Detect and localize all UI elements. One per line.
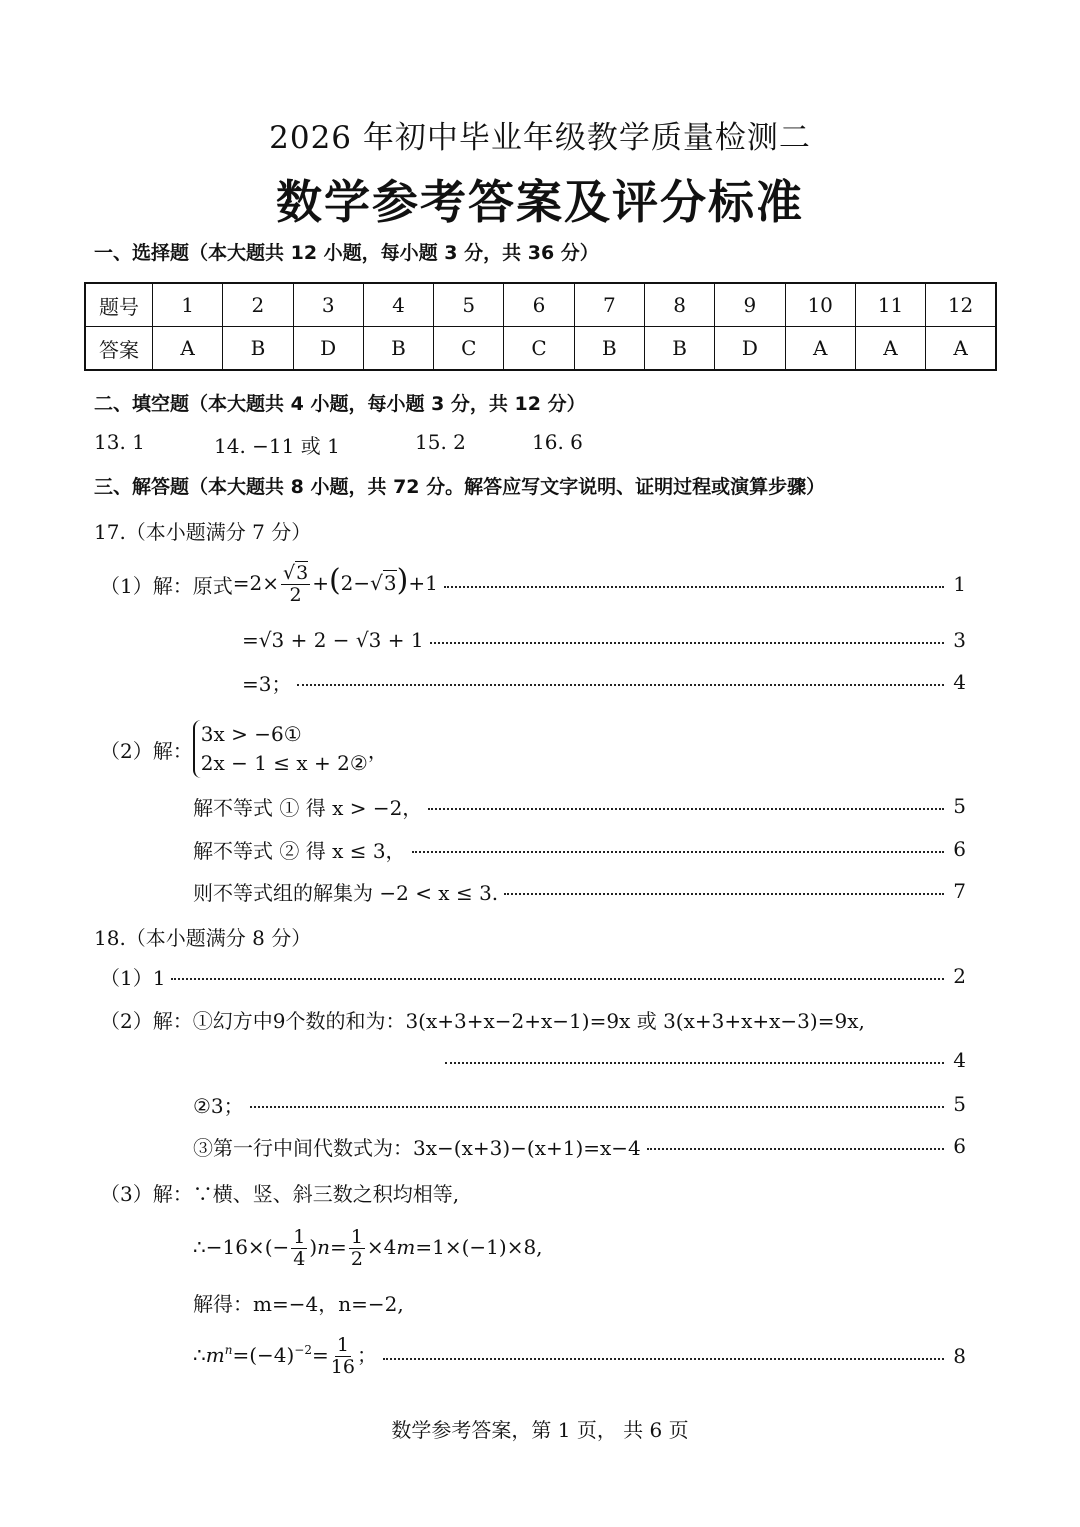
leader-dots: [383, 1358, 944, 1360]
score-point: 5: [953, 1092, 966, 1116]
document-title: 数学参考答案及评分标准: [276, 175, 804, 229]
q18-p2-dots1: [445, 1046, 966, 1074]
table-cell: 12: [926, 283, 996, 327]
score-point: 6: [953, 1134, 966, 1158]
section-2-heading: 二、填空题（本大题共 4 小题，每小题 3 分，共 12 分）: [94, 393, 586, 415]
math-expression: =2× $\frac{√3}{2}$ +(2−√3)+1: [232, 561, 438, 606]
leader-dots: [428, 808, 944, 810]
math-expression: =3；: [242, 671, 292, 696]
score-point: 3: [953, 628, 966, 652]
table-cell: 5: [434, 283, 504, 327]
table-cell: 7: [574, 283, 644, 327]
fill-answer-15: 15. 2: [415, 430, 466, 454]
q18-p2-line3: [193, 1132, 966, 1160]
q17-p2-system: （2）解： 3x > −6① 2x − 1 ≤ x + 2② ，: [100, 716, 388, 782]
table-row: [85, 327, 996, 371]
solution-step: 解不等式 ② 得 x ≤ 3，: [193, 838, 406, 863]
exam-title: 2026 年初中毕业年级教学质量检测二: [269, 120, 811, 156]
q18-p2-label: （2）解：: [100, 1008, 193, 1033]
q18-p3-label: （3）解：: [100, 1181, 193, 1206]
leader-dots: [445, 1062, 944, 1064]
section-3-heading: 三、解答题（本大题共 8 小题，共 72 分。解答应写文字说明、证明过程或演算步骤）: [94, 476, 826, 498]
table-cell: D: [715, 327, 785, 371]
q18-p2-line2: [193, 1090, 966, 1118]
page-footer: 数学参考答案，第 1 页， 共 6 页: [391, 1418, 689, 1442]
table-cell: B: [223, 327, 293, 371]
choice-answer-table: [84, 282, 997, 371]
q17-p1-label: （1）解：原式: [100, 573, 233, 598]
table-cell: 3: [293, 283, 363, 327]
table-row: [85, 283, 996, 327]
q18-p3-line4: [193, 1328, 966, 1384]
score-point: 7: [953, 879, 966, 903]
answer-text: （1）1: [100, 965, 166, 990]
q18-p1-line: [100, 962, 966, 990]
math-expression: $\therefore m^n=(-4)^{-2}=$ $\frac{1}{16}$ ；: [193, 1333, 377, 1378]
q17-p2-line2: [193, 835, 966, 863]
table-cell: D: [293, 327, 363, 371]
leader-dots: [504, 893, 944, 895]
q18-title: 18.（本小题满分 8 分）: [94, 926, 312, 950]
q17-title: 17.（本小题满分 7 分）: [94, 520, 312, 544]
math-expression: =√3 + 2 − √3 + 1: [242, 628, 424, 652]
leader-dots: [171, 978, 944, 980]
solution-step: ③第一行中间代数式为：3x−(x+3)−(x+1)=x−4: [193, 1135, 641, 1160]
inequality-system: [193, 720, 368, 778]
q17-p2-label: （2）解：: [100, 738, 193, 763]
table-cell: A: [926, 327, 996, 371]
leader-dots: [250, 1106, 944, 1108]
table-header-cell: 答案: [85, 327, 153, 371]
solution-step: ①幻方中9个数的和为：3(x+3+x−2+x−1)=9x 或 3(x+3+x+x−3)=9x,: [192, 1008, 865, 1033]
q17-p1-line3: [242, 668, 966, 696]
q18-p3-line2: [193, 1220, 543, 1276]
table-cell: A: [153, 327, 223, 371]
score-point: 6: [953, 837, 966, 861]
table-cell: B: [363, 327, 433, 371]
fill-answer-13: 13. 1: [94, 430, 145, 454]
solution-step: 解得：m=−4，n=−2,: [193, 1291, 404, 1316]
leader-dots: [297, 684, 944, 686]
table-cell: 10: [785, 283, 855, 327]
solution-step: ②3；: [193, 1093, 244, 1118]
q17-p1-line2: [242, 626, 966, 654]
table-cell: 11: [855, 283, 925, 327]
score-point: 5: [953, 794, 966, 818]
fraction: $\frac{1}{16}$: [330, 1333, 355, 1378]
solution-step: ∵横、竖、斜三数之积均相等,: [192, 1181, 460, 1206]
solution-step: 则不等式组的解集为 −2 < x ≤ 3.: [193, 880, 499, 905]
leader-dots: [412, 851, 944, 853]
q17-p2-line1: [193, 792, 966, 820]
q18-p3-line3: [193, 1288, 404, 1316]
table-cell: A: [855, 327, 925, 371]
q18-p2-line1: [100, 1005, 865, 1033]
table-cell: 1: [153, 283, 223, 327]
q17-p1-line1: [100, 556, 966, 612]
fraction: $\frac{√3}{2}$: [282, 561, 309, 606]
leader-dots: [647, 1148, 944, 1150]
score-point: 2: [953, 964, 966, 988]
fraction: $\frac{1}{2}$: [350, 1225, 363, 1270]
solution-step: 解不等式 ① 得 x > −2，: [193, 795, 423, 820]
table-cell: 9: [715, 283, 785, 327]
math-expression: ∴−16×(− $\frac{1}{4}$ )n= $\frac{1}{2}$ ×4m=1×(−1)×8,: [193, 1225, 543, 1270]
fraction: $\frac{1}{4}$: [293, 1225, 306, 1270]
q17-p2-line3: [193, 877, 966, 905]
inequality-2: 2x − 1 ≤ x + 2②: [200, 751, 368, 775]
table-cell: 2: [223, 283, 293, 327]
table-cell: 4: [363, 283, 433, 327]
section-1-heading: 一、选择题（本大题共 12 小题，每小题 3 分，共 36 分）: [94, 242, 599, 264]
table-cell: B: [574, 327, 644, 371]
fill-answer-16: 16. 6: [532, 430, 583, 454]
score-point: 1: [953, 572, 966, 596]
fill-answer-14: 14. −11 或 1: [214, 434, 340, 458]
table-cell: 8: [644, 283, 714, 327]
inequality-1: 3x > −6①: [200, 722, 302, 746]
score-point: 4: [953, 1048, 966, 1072]
leader-dots: [444, 586, 944, 588]
table-cell: B: [644, 327, 714, 371]
score-point: 8: [953, 1344, 966, 1368]
leader-dots: [430, 642, 944, 644]
table-cell: C: [434, 327, 504, 371]
q18-p3-line1: [100, 1178, 459, 1206]
table-cell: A: [785, 327, 855, 371]
table-cell: 6: [504, 283, 574, 327]
table-cell: C: [504, 327, 574, 371]
table-header-cell: 题号: [85, 283, 153, 327]
score-point: 4: [953, 670, 966, 694]
